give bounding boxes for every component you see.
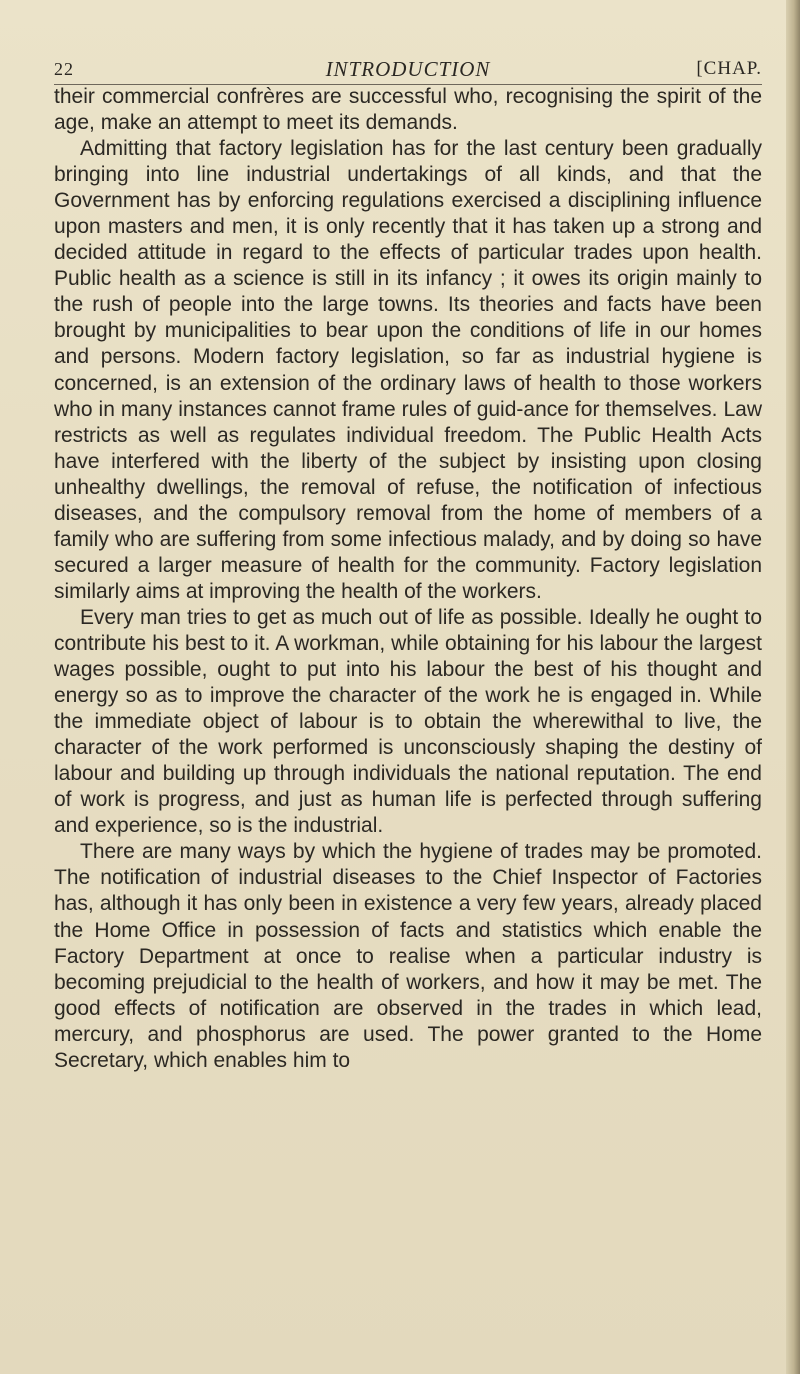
chapter-mark: [CHAP. <box>696 58 762 79</box>
body-text <box>54 84 762 1074</box>
paragraph-work-and-life: Every man tries to get as much out of life as possible. Ideally he ought to contribute his best to it. A workman, while obtaining for his labour the largest wages possible, ought to put into his labour the best of his thought and energy so as to improve the character of the work he is engaged in. While the immediate object of labour is to obtain the wherewithal to live, the character of the work performed is unconsciously shaping the destiny of labour and building up through individuals the national reputation. The end of work is progress, and just as human life is perfected through suffering and experience, so is the industrial. <box>54 605 762 838</box>
paragraph-hygiene-of-trades: There are many ways by which the hygiene of trades may be promoted. The notification of industrial diseases to the Chief Inspector of Factories has, although it has only been in existence a very few years, already placed the Home Office in possession of facts and statistics which enable the Factory Department at once to realise when a particular industry is becoming prejudicial to the health of workers, and how it may be met. The good effects of notification are observed in the trades in which lead, mercury, and phosphorus are used. The power granted to the Home Secretary, which enables him to <box>54 840 762 1072</box>
running-head: INTRODUCTION <box>325 57 491 81</box>
page-header <box>54 56 762 85</box>
paragraph-factory-legislation: Admitting that factory legislation has for the last century been gradually bringing into line industrial undertakings of all kinds, and that the Government has by enforcing regulations exercised a disciplining influence upon masters and men, it is only recently that it has taken up a strong and decided attitude in regard to the effects of particular trades upon health. Public health as a science is still in its infancy ; it owes its origin mainly to the rush of people into the large towns. Its theories and facts have been brought by municipalities to bear upon the conditions of life in our homes and persons. Modern factory legislation, so far as industrial hygiene is concerned, is an extension of the ordinary laws of health to those workers who in many instances cannot frame rules of guid-ance for themselves. Law restricts as well as regulates individual freedom. The Public Health Acts have interfered with the liberty of the subject by insisting upon closing unhealthy dwellings, the removal of refuse, the notification of infectious diseases, and the compulsory removal from the home of members of a family who are suffering from some infectious malady, and by doing so have secured a larger measure of health for the community. Factory legislation similarly aims at improving the health of the workers. <box>54 137 762 603</box>
page-number: 22 <box>54 59 74 79</box>
page-edge-shadow <box>786 0 800 1374</box>
paragraph-continuation: their commercial confrères are successful who, recognising the spirit of the age, make an attempt to meet its demands. <box>54 85 762 135</box>
